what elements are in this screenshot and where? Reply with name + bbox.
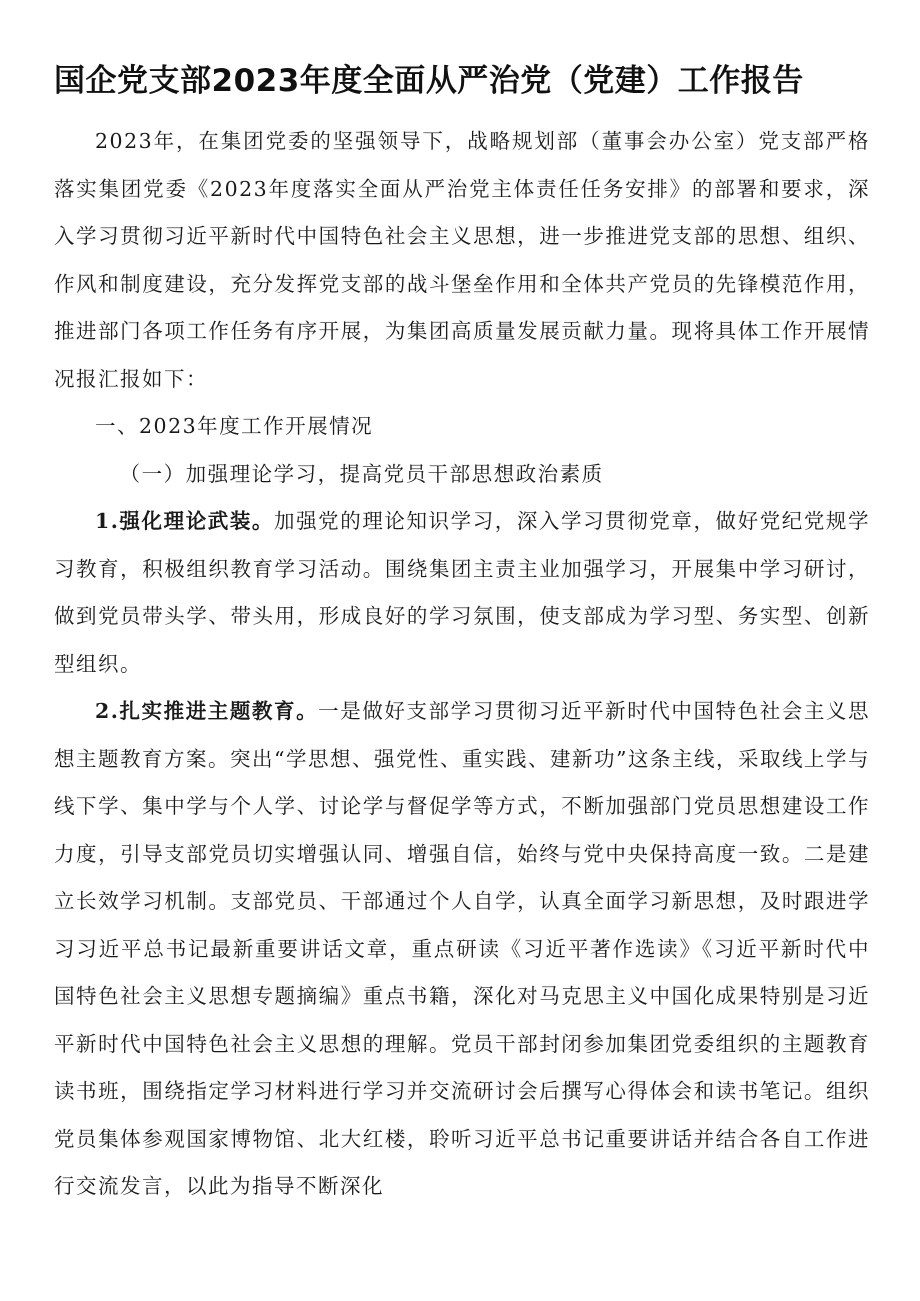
item-lead-1: 1.强化理论武装。 [95,509,275,533]
document-title: 国企党支部2023年度全面从严治党（党建）工作报告 [54,63,804,99]
item-body-2: 一是做好支部学习贯彻习近平新时代中国特色社会主义思想主题教育方案。突出“学思想、强党性、重实践、建新功”这条主线，采取线上学与线下学、集中学与个人学、讨论学与督促学等方式，不断加强部门党员思想建设工作力度，引导支部党员切实增强认同、增强自信，始终与党中央保持高度一致。二是建立长效学习机制。支部党员、干部通过个人自学，认真全面学习新思想，及时跟进学习习近平总书记最新重要讲话文章，重点研读《习近平著作选读》《习近平新时代中国特色社会主义思想专题摘编》重点书籍，深化对马克思主义中国化成果特别是习近平新时代中国特色社会主义思想的理解。党员干部封闭参加集团党委组织的主题教育读书班，围绕指定学习材料进行学习并交流研讨会后撰写心得体会和读书笔记。组织党员集体参观国家博物馆、北大红楼，聆听习近平总书记重要讲话并结合各自工作进行交流发言，以此为指导不断深化 [54,699,871,1198]
item-body-1: 加强党的理论知识学习，深入学习贯彻党章，做好党纪党规学习教育，积极组织教育学习活动。围绕集团主责主业加强学习，开展集中学习研讨，做到党员带头学、带头用，形成良好的学习氛围，使支部成为学习型、务实型、创新型组织。 [54,509,870,676]
subsection-heading-1: （一）加强理论学习，提高党员干部思想政治素质 [119,461,604,486]
item-paragraph-1 [54,498,870,688]
item-paragraph-2 [54,688,870,1211]
intro-paragraph: 2023年，在集团党委的坚强领导下，战略规划部（董事会办公室）党支部严格落实集团党委《2023年度落实全面从严治党主体责任任务安排》的部署和要求，深入学习贯彻习近平新时代中国特色社会主义思想，进一步推进党支部的思想、组织、作风和制度建设，充分发挥党支部的战斗堡垒作用和全体共产党员的先锋模范作用，推进部门各项工作任务有序开展，为集团高质量发展贡献力量。现将具体工作开展情况报汇报如下： [54,129,870,391]
section-heading-1: 一、2023年度工作开展情况 [95,414,374,438]
item-lead-2: 2.扎实推进主题教育。 [95,699,319,723]
